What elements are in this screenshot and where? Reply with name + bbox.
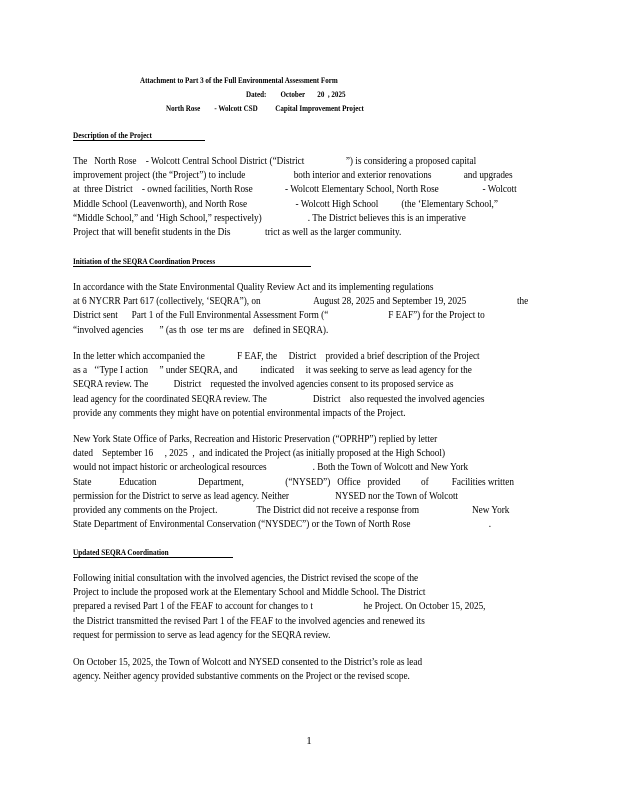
text-line: provide any comments they might have on potential environmental impacts of the Project. — [73, 407, 406, 419]
paragraph-description — [73, 155, 566, 240]
text-line: In accordance with the State Environmental Quality Review Act and its implementing regulations — [73, 282, 434, 293]
text-line: The North Rose - Wolcott Central School District (“District ”) is considering a proposed capital — [73, 156, 477, 167]
text-line: at 6 NYCRR Part 617 (collectively, ‘SEQRA”), on August 28, 2025 and September 19, 2025 the — [73, 296, 529, 308]
text-line: “involved agencies ” (as th ose ter ms are defined in SEQRA). — [73, 324, 329, 336]
text-line: permission for the District to serve as lead agency. Neither NYSED nor the Town of Wolcott — [73, 490, 459, 502]
text-line: request for permission to serve as lead agency for the SEQRA review. — [73, 629, 331, 641]
text-line: lead agency for the coordinated SEQRA review. The District also requested the involved agencies — [73, 393, 485, 405]
text-line: On October 15, 2025, the Town of Wolcott and NYSED consented to the District’s role as lead — [73, 657, 423, 668]
text-line: State Department of Environmental Conservation (“NYSDEC”) or the Town of North Rose . — [73, 519, 492, 531]
text-line: prepared a revised Part 1 of the FEAF to account for changes to t he Project. On October 15, 2025, — [73, 601, 486, 613]
text-line: Following initial consultation with the involved agencies, the District revised the scope of the — [73, 573, 419, 584]
text-line: at three District - owned facilities, North Rose - Wolcott Elementary School, North Rose - Wolcott — [73, 184, 517, 196]
header-attachment-title: Attachment to Part 3 of the Full Environmental Assessment Form — [140, 75, 338, 85]
text-line: agency. Neither agency provided substantive comments on the Project or the revised scope. — [73, 671, 410, 683]
text-line: Project that will benefit students in the Dis trict as well as the larger community. — [73, 227, 402, 239]
text-line: “Middle School,” and ‘High School,” respectively) . The District believes this is an imperative — [73, 212, 466, 224]
text-line: Middle School (Leavenworth), and North Rose - Wolcott High School (the ‘Elementary School,” — [73, 198, 498, 210]
section-heading-description: Description of the Project — [73, 131, 152, 140]
text-line: Project to include the proposed work at the Elementary School and Middle School. The District — [73, 587, 426, 599]
heading-underline — [73, 266, 311, 267]
text-line: dated September 16 , 2025 , and indicated the Project (as initially proposed at the High School) — [73, 448, 446, 460]
heading-underline — [73, 140, 205, 141]
header-dated: Dated: October 20 , 2025 — [246, 89, 346, 99]
text-line: New York State Office of Parks, Recreation and Historic Preservation (“OPRHP”) replied by letter — [73, 434, 438, 445]
paragraph-letter — [73, 350, 566, 421]
text-line: District sent Part 1 of the Full Environmental Assessment Form (“ F EAF”) for the Project to — [73, 310, 485, 322]
text-line: would not impact historic or archeological resources . Both the Town of Wolcott and New York — [73, 462, 469, 474]
text-line: provided any comments on the Project. The District did not receive a response from New York — [73, 505, 510, 517]
paragraph-oprhp — [73, 433, 566, 532]
heading-underline — [73, 557, 233, 558]
text-line: improvement project (the “Project”) to include both interior and exterior renovations and upgrades — [73, 170, 513, 182]
paragraph-consent — [73, 656, 566, 684]
paragraph-updated — [73, 572, 566, 643]
text-line: the District transmitted the revised Part 1 of the FEAF to the involved agencies and renewed its — [73, 615, 425, 627]
text-line: State Education Department, (“NYSED”) Office provided of Facilities written — [73, 476, 515, 488]
text-line: as a ‘‘Type I action ” under SEQRA, and indicated it was seeking to serve as lead agency for the — [73, 365, 472, 377]
paragraph-initiation — [73, 281, 566, 338]
text-line: In the letter which accompanied the F EAF, the District provided a brief description of the Project — [73, 351, 480, 362]
header-project-name: North Rose - Wolcott CSD Capital Improvement Project — [166, 103, 364, 113]
section-heading-initiation: Initiation of the SEQRA Coordination Process — [73, 257, 216, 266]
text-line: SEQRA review. The District requested the involved agencies consent to its proposed service as — [73, 379, 454, 391]
page-number: 1 — [306, 735, 312, 747]
section-heading-updated: Updated SEQRA Coordination — [73, 548, 169, 557]
